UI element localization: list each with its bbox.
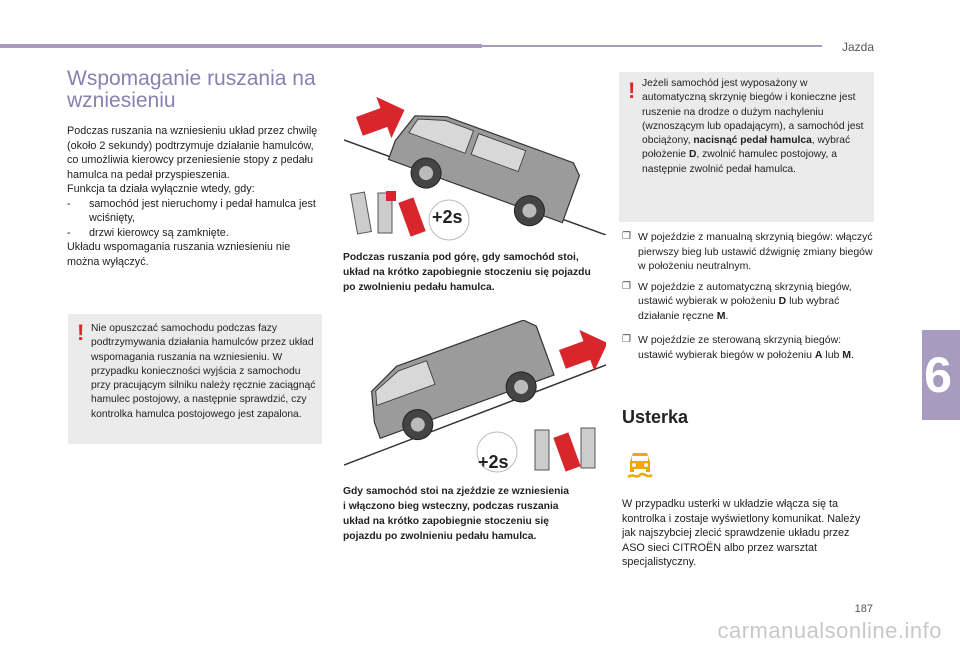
condition-item: - samochód jest nieruchomy i pedał hamulca jest wciśnięty, [67,197,316,224]
intro-text [67,124,325,269]
warning-icon: ! [77,320,85,345]
downhill-caption: Gdy samochód stoi na zjeździe ze wzniesienia i włączono bieg wsteczny, podczas ruszania układ na krótko zapobiegnie stoczeniu się pojazdu po zwolnieniu pedału hamulca. [343,486,570,542]
page-title: Wspomaganie ruszania na wzniesieniu [67,67,316,112]
condition-item: - drzwi kierowcy są zamknięte. [67,226,229,239]
list-item: ❐ W pojeździe ze sterowaną skrzynią biegów: ustawić wybierak biegów w położeniu A lub M. [622,334,854,361]
fault-heading: Usterka [622,407,689,427]
watermark: carmanualsonline.info [717,618,942,643]
warning-box-parking [68,314,322,444]
warning-text: Jeżeli samochód jest wyposażony w automatyczną skrzynię biegów i konieczne jest ruszenie na drodze o dużym nachyleniu (wznoszącym lub opadającym), a samochód jest obciążony, nacisnąć pedał hamulca, wybrać położenie D, zwolnić hamulec postojowy, a następnie zwolnić pedał hamulca. [642,78,864,175]
list-item: ❐ W pojeździe z manualną skrzynią biegów: włączyć pierwszy bieg lub ustawić dźwignię zmiany biegów w położeniu neutralnym. [622,231,873,272]
warning-box-automatic [619,72,874,222]
top-rule [0,44,482,48]
page-number: 187 [854,603,873,615]
disable-note: Układu wspomagania ruszania wzniesieniu nie można wyłączyć. [67,241,291,268]
warning-icon: ! [628,78,636,103]
warning-text: Nie opuszczać samochodu podczas fazy podtrzymywania działania hamulców przez układ wspomagania ruszania na wzniesieniu. W przypadku konieczności wyjścia z samochodu przy pracującym silniku należy ręcznie zaciągnąć hamulec postojowy, a następnie sprawdzić, czy kontrolka hamulca postojowego jest zapalona. [91,323,316,420]
list-item: ❐ W pojeździe z automatyczną skrzynią biegów, ustawić wybierak w położeniu D lub wybrać działanie ręczne M. [622,280,852,322]
gearbox-instructions [622,230,877,368]
conditions-lead: Funkcja ta działa wyłącznie wtedy, gdy: [67,183,255,195]
top-rule-thin [482,45,822,47]
timer-badge: +2s [478,452,509,472]
uphill-caption: Podczas ruszania pod górę, gdy samochód stoi, układ na krótko zapobiegnie stoczeniu się pojazdu po zwolnieniu pedału hamulca. [343,252,591,293]
section-label: Jazda [841,40,874,54]
chapter-number: 6 [924,347,952,403]
fault-text: W przypadku usterki w układzie włącza się ta kontrolka i zostaje wyświetlony komunikat. Należy jak najszybciej zlecić sprawdzenie układu przez ASO sieci CITROËN albo przez warsztat specjalistyczny. [622,498,861,568]
timer-badge: +2s [432,207,463,227]
hill-assist-warning-lamp-icon [623,446,657,480]
downhill-arrow-icon [555,322,606,380]
intro-paragraph: Podczas ruszania na wzniesieniu układ przez chwilę (około 2 sekundy) podtrzymuje działanie hamulców, co umożliwia kierowcy przeniesienie stopy z pedału hamulca na pedał przyspieszenia. [67,125,318,181]
chapter-tab [922,330,960,420]
